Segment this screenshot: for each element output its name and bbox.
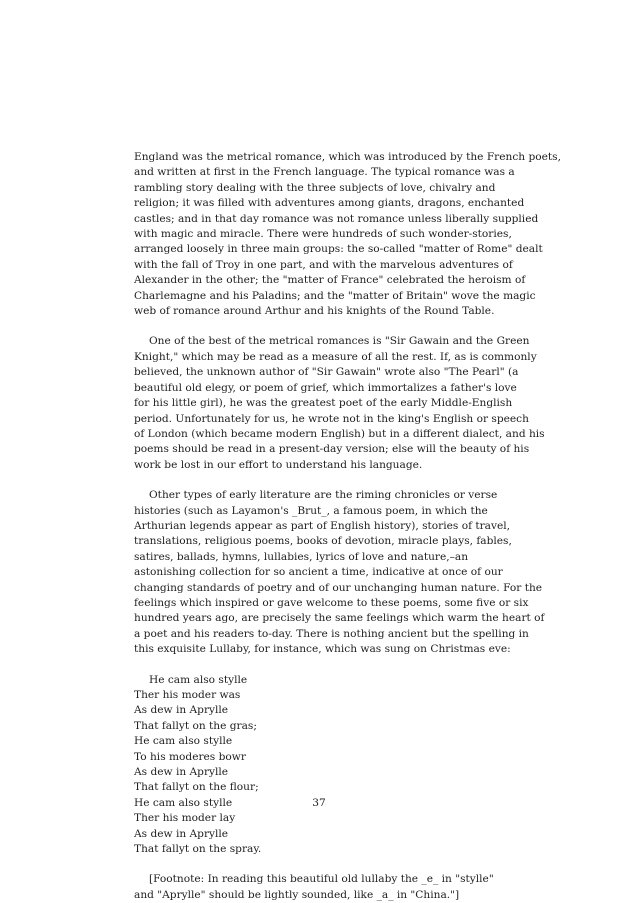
text-line: Other types of early literature are the riming chronicles or verse bbox=[149, 489, 498, 502]
text-line: religion; it was filled with adventures among giants, dragons, enchanted bbox=[134, 197, 525, 210]
paragraph-sir-gawain bbox=[134, 334, 545, 473]
lullaby-poem bbox=[134, 673, 514, 858]
poem-line: Ther his moder was bbox=[134, 689, 241, 701]
text-line: for his little girl), he was the greatest poet of the early Middle-English bbox=[134, 397, 513, 410]
footnote-line: and "Aprylle" should be lightly sounded, like _a_ in "China."] bbox=[134, 888, 460, 901]
text-line: histories (such as Layamon's _Brut_, a famous poem, in which the bbox=[134, 504, 488, 517]
poem-line: As dew in Aprylle bbox=[134, 704, 229, 717]
text-line: England was the metrical romance, which was introduced by the French poets, bbox=[134, 151, 561, 163]
poem-line: He cam also stylle bbox=[134, 796, 233, 809]
text-line: and written at first in the French language. The typical romance was a bbox=[134, 166, 515, 179]
text-line: believed, the unknown author of "Sir Gawain" wrote also "The Pearl" (a bbox=[134, 366, 519, 379]
text-line: work be lost in our effort to understand his language. bbox=[134, 458, 423, 471]
text-line: castles; and in that day romance was not romance unless liberally supplied bbox=[134, 212, 539, 225]
text-line: with magic and miracle. There were hundreds of such wonder-stories, bbox=[134, 228, 512, 241]
text-line: with the fall of Troy in one part, and with the marvelous adventures of bbox=[134, 258, 513, 271]
poem-line: He cam also stylle bbox=[134, 735, 233, 748]
poem-line: That fallyt on the flour; bbox=[134, 781, 259, 794]
text-line: Charlemagne and his Paladins; and the "matter of Britain" wove the magic bbox=[134, 289, 536, 302]
text-line: translations, religious poems, books of devotion, miracle plays, fables, bbox=[134, 535, 512, 548]
text-line: One of the best of the metrical romances is "Sir Gawain and the Green bbox=[149, 335, 530, 348]
text-line: arranged loosely in three main groups: the so-called "matter of Rome" dealt bbox=[134, 243, 543, 256]
poem-line: To his moderes bowr bbox=[134, 750, 246, 763]
text-line: poems should be read in a present-day version; else will the beauty of his bbox=[134, 443, 530, 456]
text-line: beautiful old elegy, or poem of grief, which immortalizes a father's love bbox=[134, 381, 517, 394]
text-line: Knight," which may be read as a measure of all the rest. If, as is commonly bbox=[134, 350, 537, 363]
text-line: changing standards of poetry and of our unchanging human nature. For the bbox=[134, 581, 543, 594]
text-line: astonishing collection for so ancient a time, indicative at once of our bbox=[134, 566, 503, 579]
poem-line: That fallyt on the spray. bbox=[134, 843, 262, 856]
text-line: Alexander in the other; the "matter of France" celebrated the heroism of bbox=[134, 274, 526, 287]
text-line: this exquisite Lullaby, for instance, which was sung on Christmas eve: bbox=[134, 643, 511, 656]
footnote-line: [Footnote: In reading this beautiful old lullaby the _e_ in "stylle" bbox=[149, 873, 494, 886]
page-number: 37 bbox=[312, 797, 326, 809]
poem-line: That fallyt on the gras; bbox=[134, 719, 257, 732]
text-line: Arthurian legends appear as part of English history), stories of travel, bbox=[134, 519, 511, 532]
footnote bbox=[134, 872, 514, 903]
poem-line: He cam also stylle bbox=[149, 673, 248, 686]
text-line: period. Unfortunately for us, he wrote not in the king's English or speech bbox=[134, 412, 529, 425]
text-line: feelings which inspired or gave welcome to these poems, some five or six bbox=[134, 596, 529, 609]
text-line: satires, ballads, hymns, lullabies, lyrics of love and nature,–an bbox=[134, 550, 469, 563]
paragraph-metrical-romance bbox=[134, 150, 561, 319]
text-line: hundred years ago, are precisely the same feelings which warm the heart of bbox=[134, 612, 545, 625]
poem-line: As dew in Aprylle bbox=[134, 766, 229, 779]
poem-line: Ther his moder lay bbox=[134, 812, 236, 825]
text-line: web of romance around Arthur and his knights of the Round Table. bbox=[134, 305, 495, 318]
page-body bbox=[134, 150, 561, 903]
text-line: a poet and his readers to-day. There is nothing ancient but the spelling in bbox=[134, 627, 529, 640]
text-line: rambling story dealing with the three subjects of love, chivalry and bbox=[134, 181, 496, 194]
poem-line: As dew in Aprylle bbox=[134, 827, 229, 840]
text-line: of London (which became modern English) but in a different dialect, and his bbox=[134, 427, 545, 440]
paragraph-other-literature bbox=[134, 488, 545, 657]
